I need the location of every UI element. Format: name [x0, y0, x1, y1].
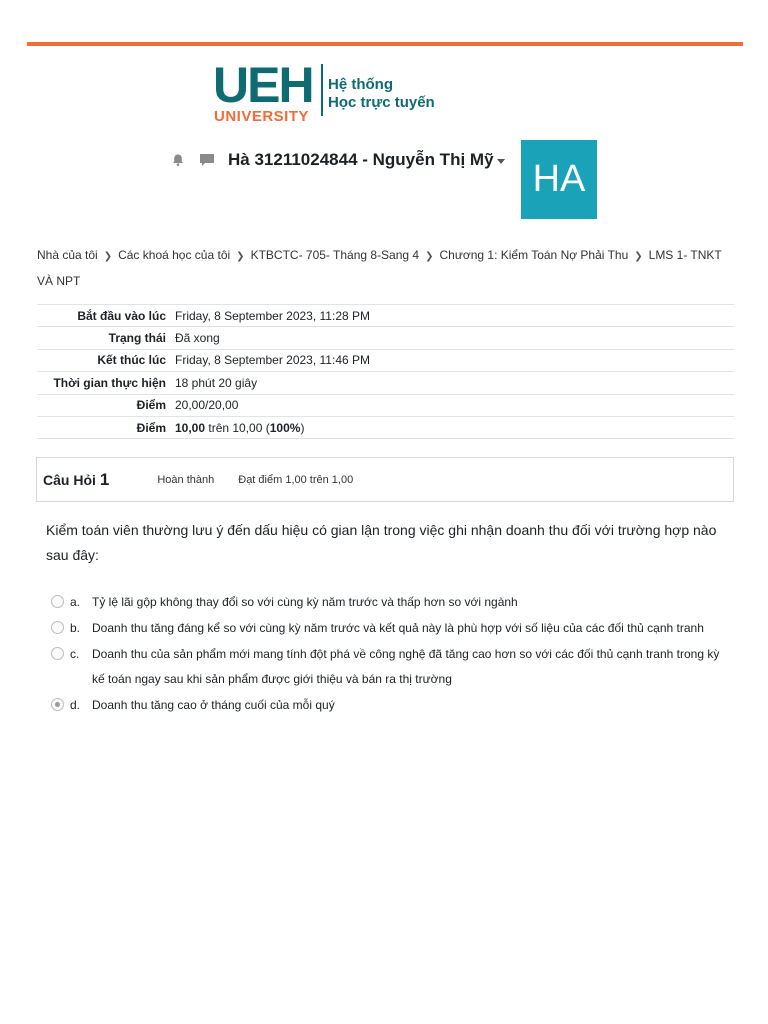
breadcrumb-item-quiz[interactable]: LMS 1- TNKT VÀ NPT: [37, 248, 722, 288]
breadcrumb-item-home[interactable]: Nhà của tôi: [37, 248, 98, 262]
summary-value: Friday, 8 September 2023, 11:28 PM: [175, 305, 734, 327]
top-accent-bar: [27, 42, 743, 46]
answer-text: Doanh thu của sản phẩm mới mang tính đột phá về công nghệ đã tăng cao hơn so với các đối thủ cạnh tranh trong kỳ kế toán ngay sau khi sản phẩm được giới thiệu và bán ra thị trường: [92, 647, 720, 686]
chevron-right-icon: ❯: [634, 251, 643, 262]
summary-row-state: [37, 327, 734, 349]
answer-option-d[interactable]: [51, 693, 731, 718]
grade-out-of: trên 10,00 (: [205, 420, 270, 435]
chevron-right-icon: ❯: [236, 251, 245, 262]
answer-option-b[interactable]: [51, 616, 731, 641]
summary-value: [175, 416, 734, 438]
bell-icon[interactable]: [171, 153, 185, 167]
question-text: Kiểm toán viên thường lưu ý đến dấu hiệu có gian lận trong việc ghi nhận doanh thu đối với trường hợp nào sau đây:: [46, 522, 717, 563]
question-grade: Đạt điểm 1,00 trên 1,00: [238, 473, 354, 486]
logo-tagline-2: Học trực tuyến: [328, 94, 435, 111]
grade-percent: 100%: [269, 420, 301, 435]
question-state: Hoàn thành: [157, 473, 215, 486]
summary-row-completed: [37, 349, 734, 371]
breadcrumb: [37, 243, 737, 293]
summary-label: Điểm: [37, 416, 175, 438]
summary-label: Thời gian thực hiện: [37, 372, 175, 394]
avatar[interactable]: HA: [521, 140, 597, 219]
summary-label: Kết thúc lúc: [37, 349, 175, 371]
user-name[interactable]: Hà 31211024844 - Nguyễn Thị Mỹ: [228, 150, 494, 169]
answer-text: Tỷ lệ lãi gộp không thay đổi so với cùng kỳ năm trước và thấp hơn so với ngành: [92, 595, 518, 609]
radio-button[interactable]: [51, 647, 64, 660]
answer-letter: a.: [70, 595, 81, 609]
attempt-summary-table: [37, 304, 734, 439]
summary-row-marks: [37, 394, 734, 416]
summary-row-time-taken: [37, 372, 734, 394]
summary-row-started: [37, 305, 734, 327]
logo-mark: UEH: [213, 57, 313, 113]
answer-letter: d.: [70, 698, 81, 712]
user-menu-row: [171, 146, 505, 174]
logo-university: UNIVERSITY: [214, 108, 310, 125]
summary-label: Trạng thái: [37, 327, 175, 349]
summary-label: Điểm: [37, 394, 175, 416]
chat-icon[interactable]: [199, 153, 215, 167]
question-number: [43, 470, 109, 490]
chevron-right-icon: ❯: [425, 251, 434, 262]
summary-label: Bắt đầu vào lúc: [37, 305, 175, 327]
answer-option-a[interactable]: [51, 590, 731, 615]
radio-button-selected[interactable]: [51, 698, 64, 711]
summary-row-grade: [37, 416, 734, 438]
ueh-logo[interactable]: [213, 57, 443, 128]
breadcrumb-item-courses[interactable]: Các khoá học của tôi: [118, 248, 231, 262]
summary-value: 18 phút 20 giây: [175, 372, 734, 394]
breadcrumb-item-course[interactable]: KTBCTC- 705- Tháng 8-Sang 4: [250, 248, 420, 262]
question-info-box: [36, 457, 734, 502]
answer-text: Doanh thu tăng đáng kể so với cùng kỳ năm trước và kết quả này là phù hợp với số liệu của các đối thủ cạnh tranh: [92, 621, 704, 635]
summary-value: Đã xong: [175, 327, 734, 349]
answer-option-c[interactable]: [51, 642, 731, 692]
question-label: Câu Hỏi: [43, 471, 96, 488]
chevron-right-icon: ❯: [103, 251, 113, 262]
chevron-down-icon[interactable]: [497, 159, 505, 164]
logo-tagline-1: Hệ thống: [328, 76, 393, 93]
grade-close-paren: ): [300, 420, 305, 435]
logo-divider: [321, 64, 323, 116]
radio-button[interactable]: [51, 595, 64, 608]
summary-value: 20,00/20,00: [175, 394, 734, 416]
answer-letter: c.: [70, 647, 80, 661]
answer-list: [51, 590, 731, 719]
answer-text: Doanh thu tăng cao ở tháng cuối của mỗi quý: [92, 698, 335, 712]
radio-button[interactable]: [51, 621, 64, 634]
breadcrumb-item-chapter[interactable]: Chương 1: Kiểm Toán Nợ Phải Thu: [439, 248, 629, 262]
answer-letter: b.: [70, 621, 81, 635]
grade-value: 10,00: [175, 420, 206, 435]
question-number-value: 1: [99, 469, 110, 489]
summary-value: Friday, 8 September 2023, 11:46 PM: [175, 349, 734, 371]
